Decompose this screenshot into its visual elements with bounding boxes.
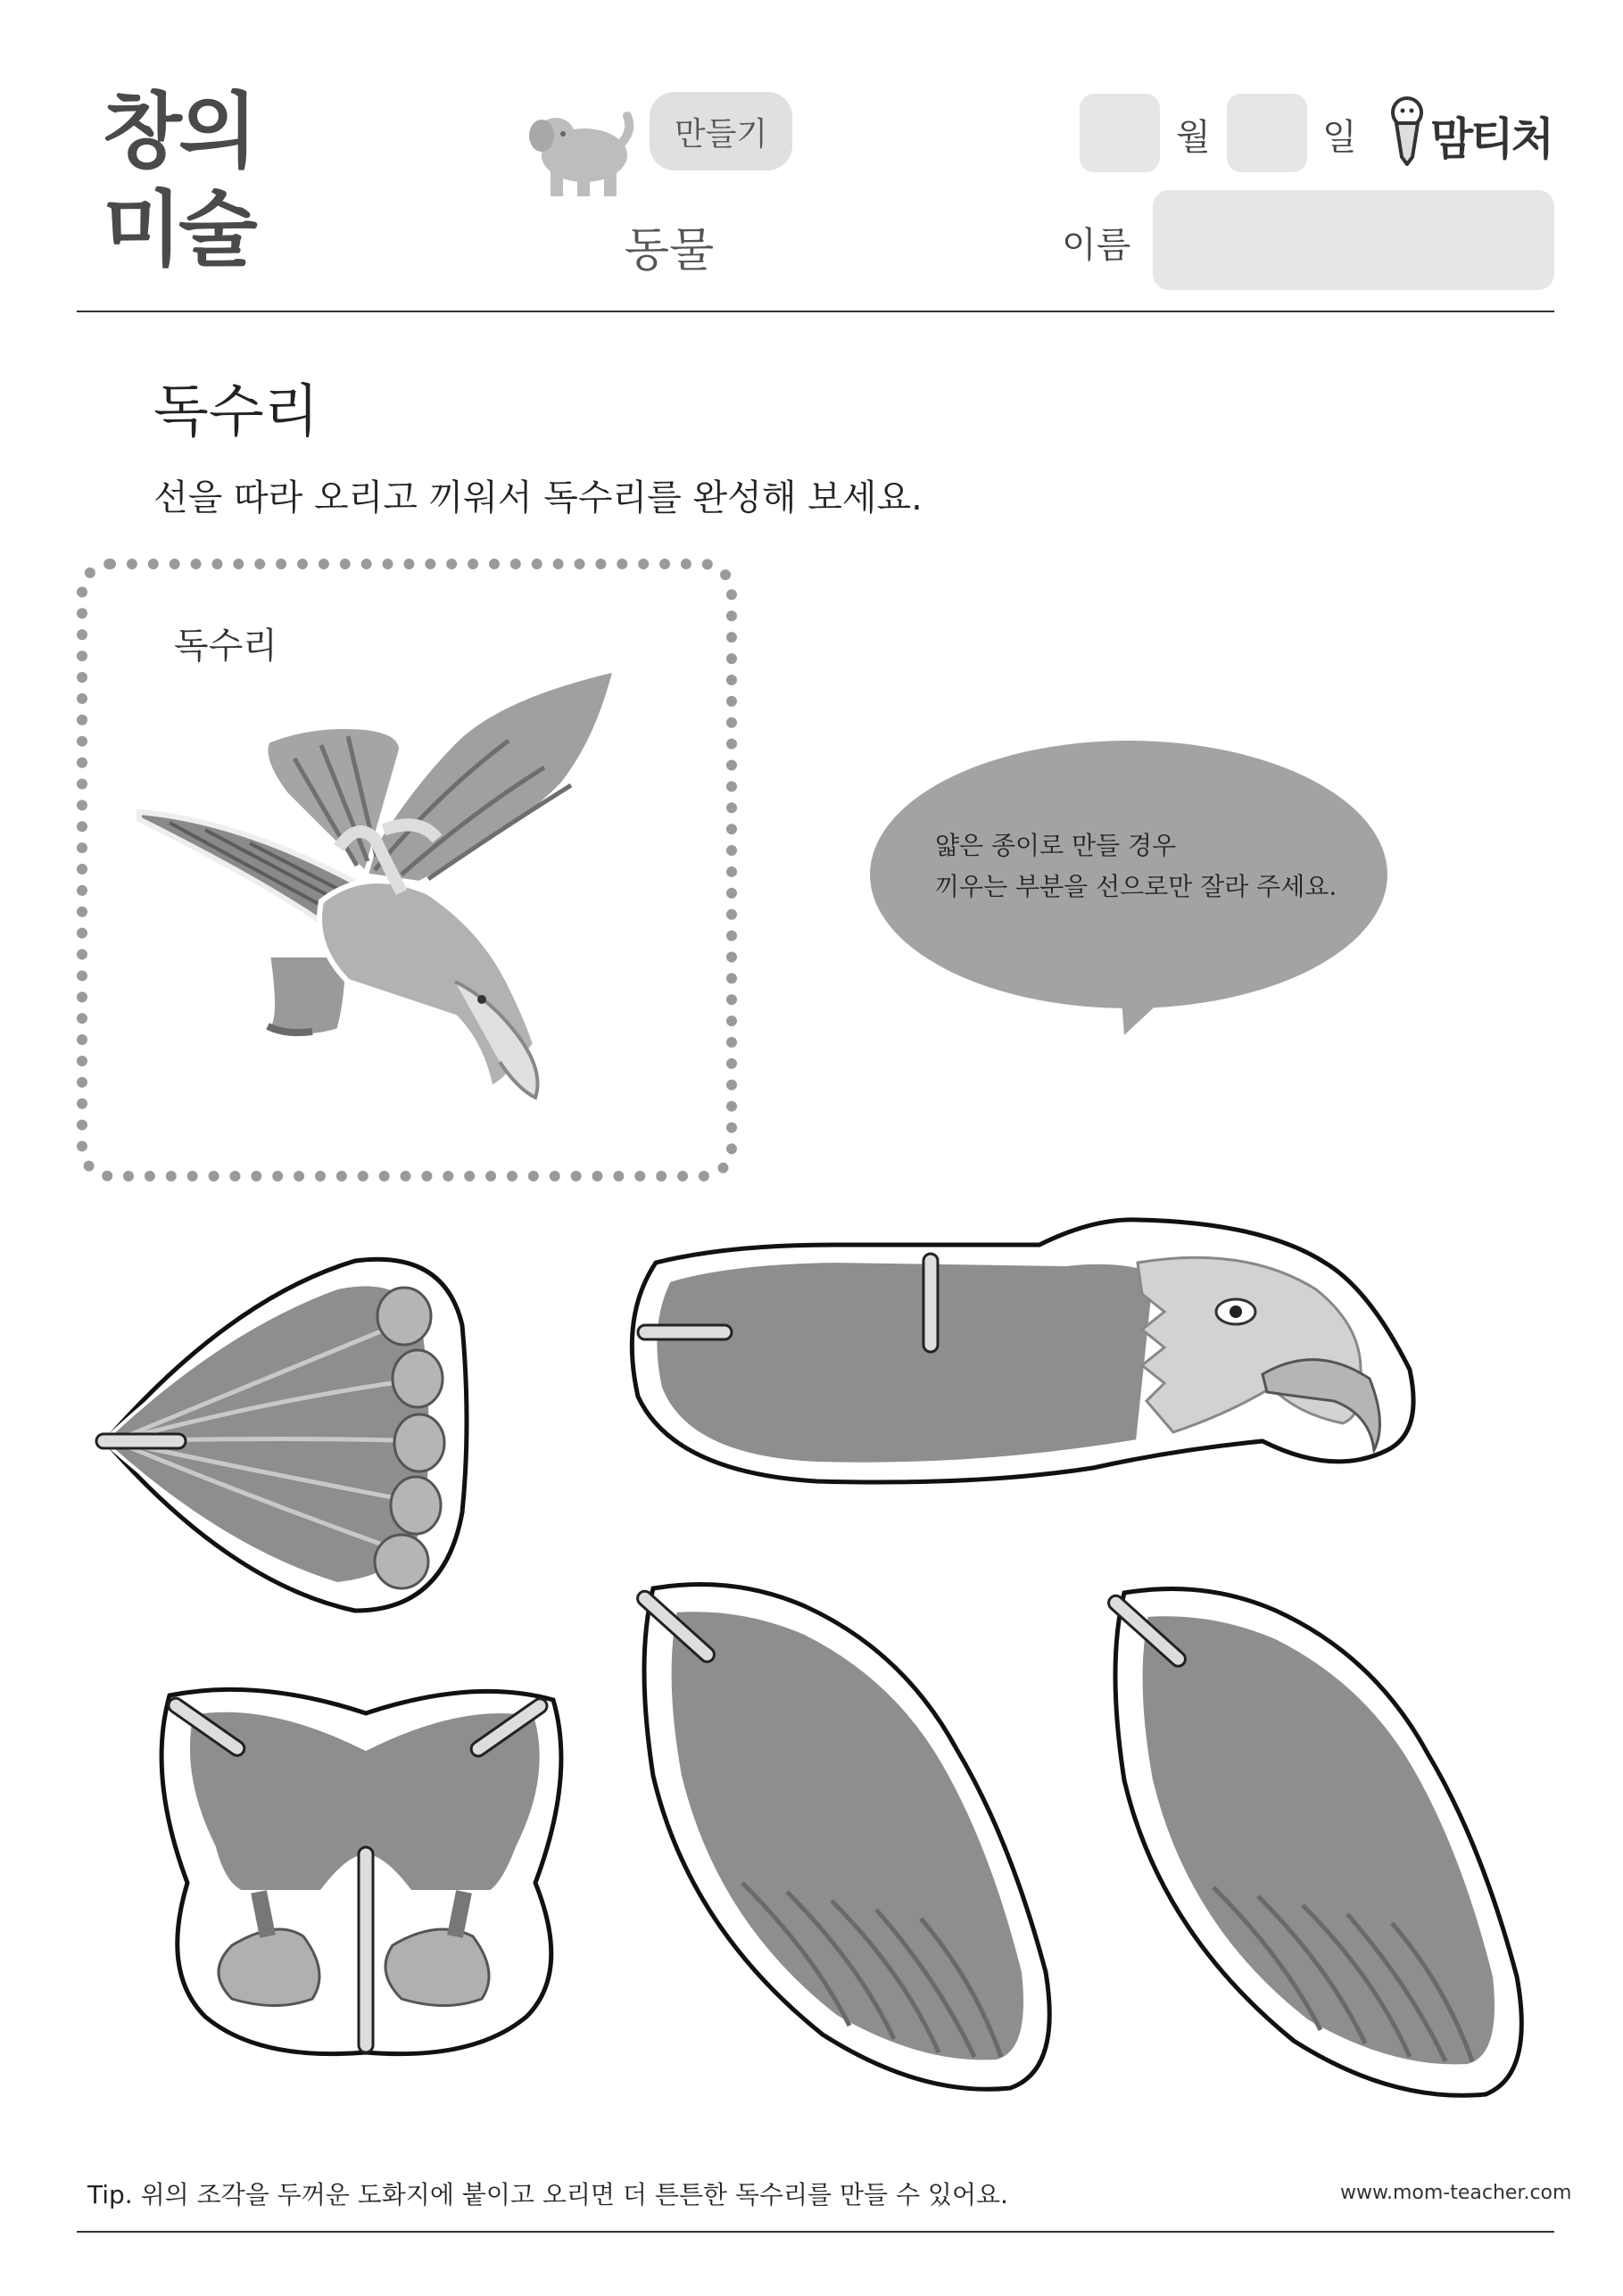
- header-divider: [77, 311, 1554, 312]
- category-badge: 만들기: [650, 92, 792, 170]
- instruction-text: 선을 따라 오리고 끼워서 독수리를 완성해 보세요.: [153, 477, 923, 518]
- month-field[interactable]: [1080, 94, 1160, 172]
- left-wing-piece[interactable]: [635, 1571, 1062, 2097]
- brand-logo: [1387, 89, 1557, 171]
- slot-line: [923, 1254, 938, 1352]
- website-link[interactable]: www.mom-teacher.com: [1340, 2182, 1572, 2204]
- example-label: 독수리: [174, 626, 277, 667]
- name-label: 이름: [1062, 225, 1131, 266]
- slot-line: [359, 1847, 373, 2052]
- slot-line: [96, 1434, 186, 1448]
- pencil-icon: [1387, 95, 1430, 166]
- elephant-icon: [522, 100, 638, 198]
- day-label: 일: [1322, 117, 1357, 158]
- bubble-text: 얇은 종이로 만들 경우 끼우는 부분을 선으로만 잘라 주세요.: [935, 831, 1337, 901]
- footer-divider: [77, 2231, 1554, 2233]
- body-head-piece[interactable]: [620, 1209, 1432, 1495]
- slot-line: [638, 1325, 732, 1339]
- legs-piece[interactable]: [152, 1678, 580, 2070]
- name-field[interactable]: [1153, 190, 1554, 290]
- tail-piece[interactable]: [87, 1245, 471, 1629]
- page-title: 독수리: [153, 379, 319, 445]
- logo-line-2: 미술: [103, 182, 254, 278]
- logo-line-1: 창의: [103, 84, 254, 179]
- brand-text: 맘티처: [1430, 113, 1552, 165]
- topic-label: 동물: [624, 224, 715, 278]
- right-wing-piece[interactable]: [1106, 1575, 1536, 2106]
- month-label: 월: [1176, 117, 1211, 158]
- tip-text: Tip. 위의 조각을 두꺼운 도화지에 붙이고 오리면 더 튼튼한 독수리를 만들 수 있어요.: [87, 2180, 1008, 2209]
- logo: [103, 84, 281, 293]
- assembled-eagle-image: [134, 660, 633, 1107]
- day-field[interactable]: [1227, 94, 1307, 172]
